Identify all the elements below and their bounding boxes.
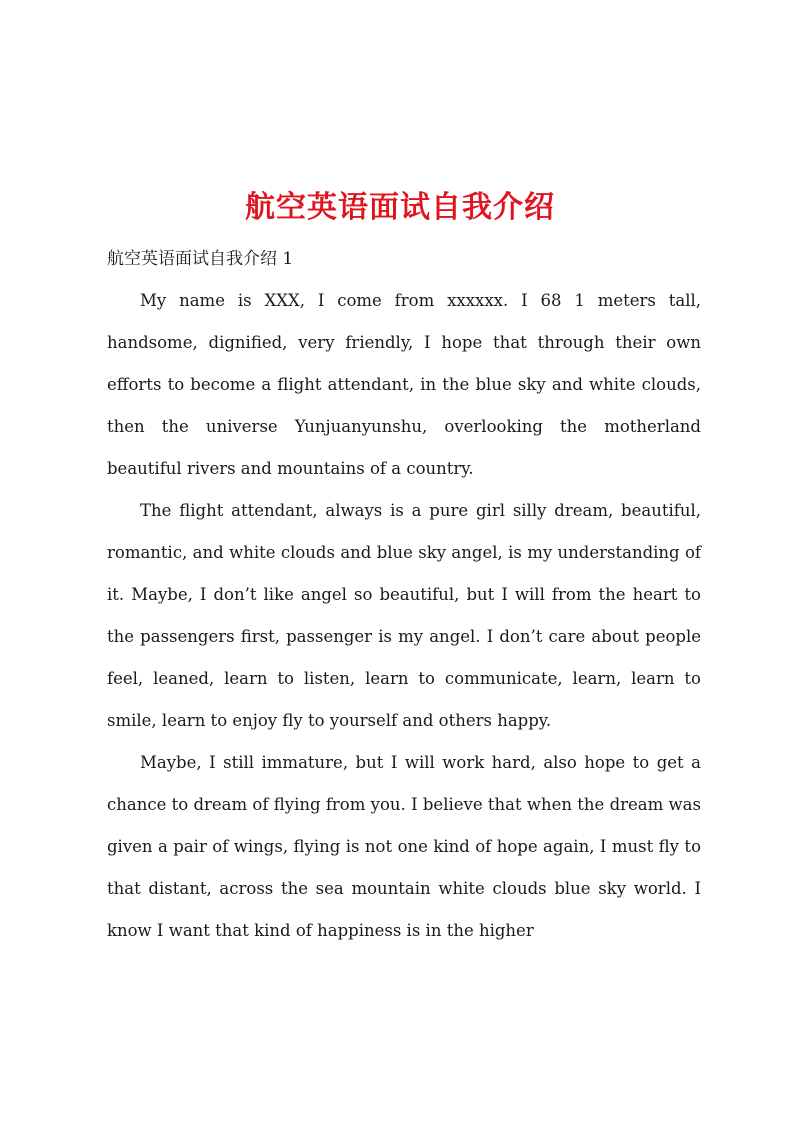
paragraph-1: My name is XXX, I come from xxxxxx. I 68 1 meters tall, handsome, dignified, very friendly, I hope that through their own efforts to become a flight attendant, in the blue sky and white clouds, then the universe Yunjuanyunshu, overlooking the motherland beautiful rivers and mountains of a country. <box>107 291 701 478</box>
paragraph-2: The flight attendant, always is a pure girl silly dream, beautiful, romantic, and white clouds and blue sky angel, is my understanding of it. Maybe, I don’t like angel so beautiful, but I will from the heart to the passengers first, passenger is my angel. I don’t care about people feel, leaned, learn to listen, learn to communicate, learn, learn to smile, learn to enjoy fly to yourself and others happy. <box>107 501 701 730</box>
document-title: 航空英语面试自我介绍 <box>245 190 555 226</box>
section-heading: 航空英语面试自我介绍 1 <box>107 249 294 269</box>
document-body <box>107 238 701 952</box>
paragraph-3: Maybe, I still immature, but I will work hard, also hope to get a chance to dream of flying from you. I believe that when the dream was given a pair of wings, flying is not one kind of hope again, I must fly to that distant, across the sea mountain white clouds blue sky world. I know I want that kind of happiness is in the higher <box>107 753 701 940</box>
